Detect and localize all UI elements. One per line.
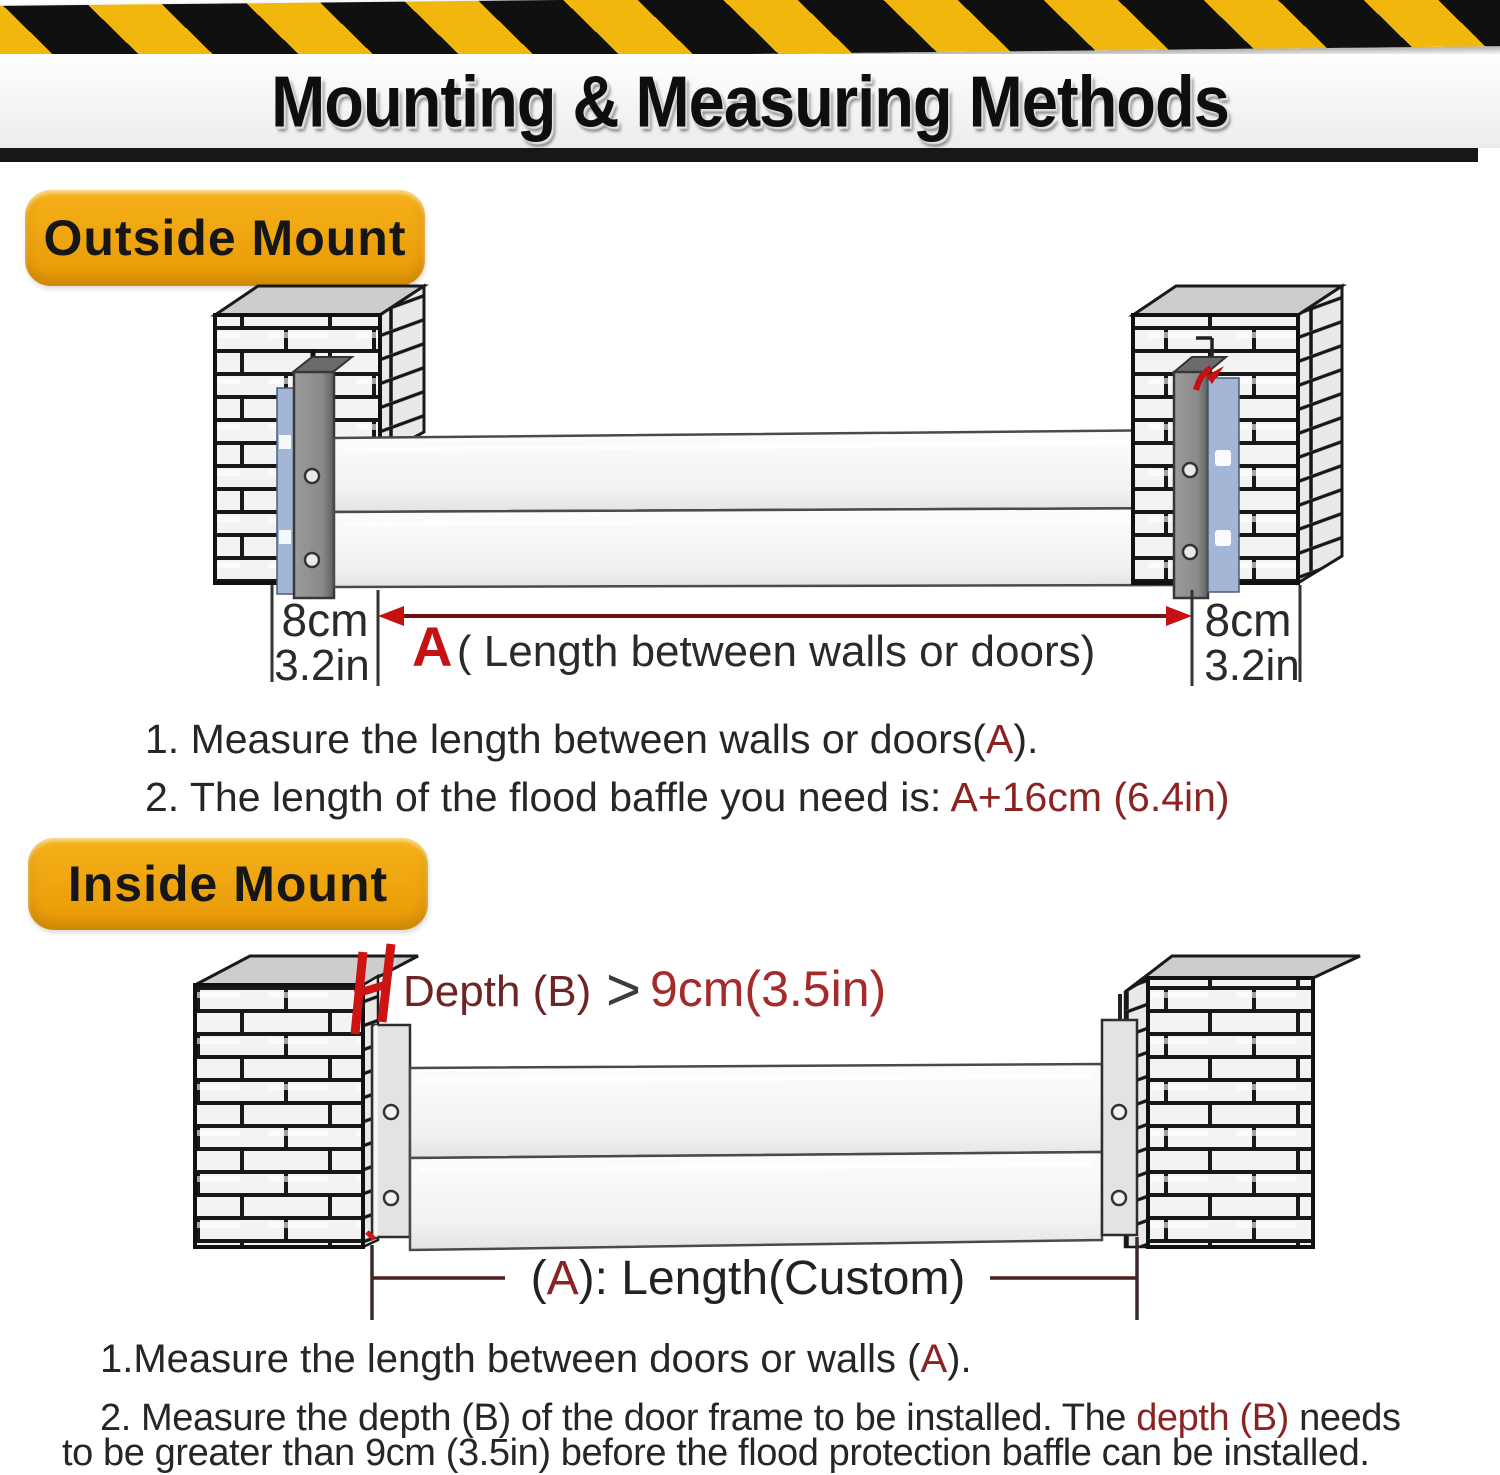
inside-mount-badge-label: Inside Mount (67, 856, 389, 912)
depth-label-text: Depth (B) (403, 967, 592, 1016)
right-gasket-strip (1208, 378, 1239, 592)
screw-hole (1183, 463, 1197, 477)
outside-step-1-a: A (985, 716, 1014, 762)
outside-mount-diagram (0, 280, 1500, 700)
left-mounting-bracket (367, 1025, 410, 1239)
right-pillar (1125, 956, 1360, 1247)
outside-step-2 (145, 774, 1230, 821)
screw-hole (384, 1105, 398, 1119)
header-divider (0, 148, 1478, 162)
outside-step-1-end: ). (1013, 716, 1039, 762)
inside-step-1-text: 1.Measure the length between doors or walls ( (100, 1337, 921, 1381)
depth-label (403, 956, 886, 1023)
hazard-stripe-banner (0, 0, 1500, 62)
page-title: Mounting & Measuring Methods (271, 60, 1229, 142)
screw-hole (305, 469, 319, 483)
inside-step-1-end: ). (947, 1337, 972, 1381)
screw-hole (384, 1191, 398, 1205)
inside-step-1-a: A (920, 1337, 948, 1381)
screw-hole (1183, 545, 1197, 559)
outside-step-1 (145, 716, 1038, 763)
length-a-label: A ( Length between walls or doors) (412, 615, 1096, 678)
dim-left-in: 3.2in (274, 641, 370, 690)
length-custom-label: (A): Length(Custom) (530, 1252, 966, 1305)
right-mounting-bracket (1102, 994, 1137, 1235)
dim-left-cm: 8cm (281, 594, 369, 646)
screw-hole (305, 553, 319, 567)
outside-step-2-formula: A+16cm (6.4in) (950, 774, 1230, 820)
flood-barrier-panels (410, 1064, 1102, 1250)
inside-step-2-line-2 (62, 1432, 1370, 1475)
left-gasket-strip (277, 388, 294, 594)
flood-barrier-panels (334, 430, 1190, 587)
title-band (0, 54, 1500, 148)
outside-mount-badge (25, 190, 425, 286)
greater-than-sign: > (606, 956, 642, 1023)
depth-value: 9cm(3.5in) (650, 961, 887, 1017)
outside-measurement (272, 585, 1300, 690)
right-mounting-bracket (1174, 357, 1239, 598)
inside-step-2-end: needs (1288, 1397, 1401, 1439)
screw-hole (1112, 1105, 1126, 1119)
outside-step-1-text: 1. Measure the length between walls or doors( (145, 716, 986, 762)
screw-hole (1112, 1191, 1126, 1205)
dim-right-cm: 8cm (1204, 594, 1292, 646)
dim-right-in: 3.2in (1204, 641, 1300, 690)
inside-mount-diagram (0, 940, 1500, 1335)
inside-mount-badge (28, 838, 428, 930)
inside-step-2-text: 2. Measure the depth (B) of the door frame to be installed. The (100, 1397, 1137, 1439)
outside-mount-badge-label: Outside Mount (43, 210, 407, 266)
inside-step-2-continued: to be greater than 9cm (3.5in) before the flood protection baffle can be installed. (62, 1432, 1370, 1474)
inside-step-1 (100, 1337, 972, 1382)
inside-step-2-depth: depth (B) (1136, 1397, 1289, 1439)
outside-step-2-text: 2. The length of the flood baffle you need is: (145, 774, 951, 820)
length-arrow (378, 606, 1192, 626)
